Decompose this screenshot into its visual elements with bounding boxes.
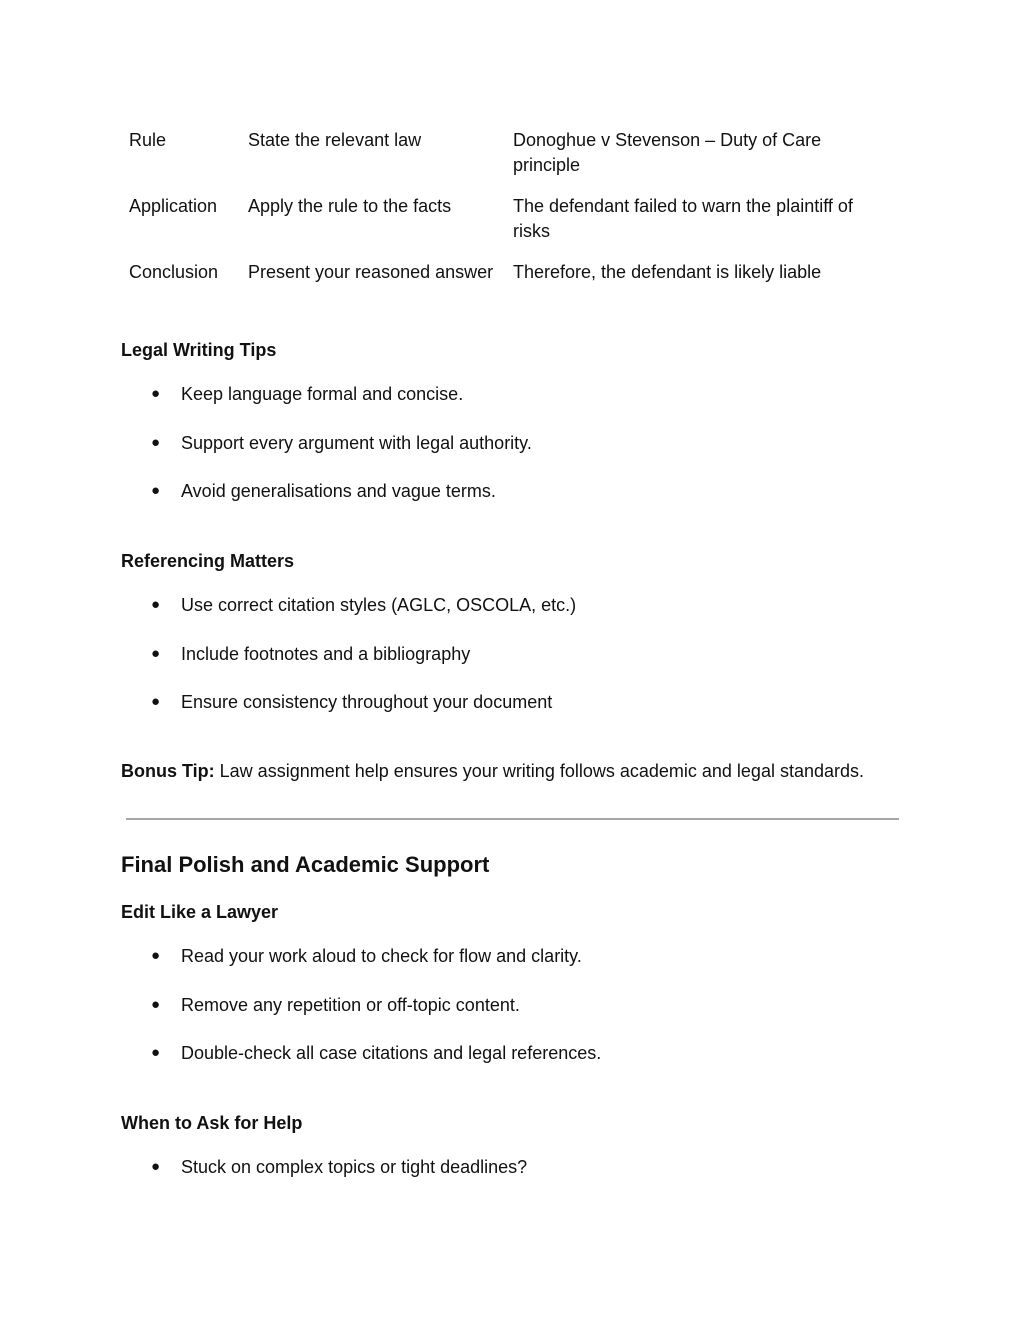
table-cell-example: Donoghue v Stevenson – Duty of Care principle: [513, 130, 822, 175]
list-item: [151, 690, 576, 714]
bullet-icon: ●: [151, 433, 161, 451]
list-item-text: Avoid generalisations and vague terms.: [181, 481, 496, 501]
referencing-matters-heading: Referencing Matters: [121, 551, 295, 571]
bullet-icon: ●: [151, 995, 161, 1013]
legal-writing-tips-heading: Legal Writing Tips: [121, 340, 277, 360]
list-item: [151, 593, 576, 617]
table-cell-stage: Rule: [129, 130, 167, 150]
bullet-icon: ●: [151, 385, 161, 402]
bullet-icon: ●: [151, 693, 161, 710]
bonus-tip-label: Bonus Tip:: [121, 761, 215, 781]
bullet-icon: ●: [151, 644, 161, 662]
list-item-text: Stuck on complex topics or tight deadlines?: [181, 1157, 528, 1177]
list-item-text: Include footnotes and a bibliography: [181, 643, 471, 664]
list-item-text: Keep language formal and concise.: [181, 384, 464, 404]
horizontal-divider: [126, 818, 899, 820]
bullet-icon: ●: [151, 1158, 161, 1175]
when-to-ask-heading: When to Ask for Help: [121, 1113, 303, 1133]
bullet-icon: ●: [151, 947, 161, 964]
referencing-matters-list: [151, 593, 576, 714]
list-item: [151, 993, 601, 1017]
table-cell-action: State the relevant law: [248, 130, 422, 150]
list-item-text: Use correct citation styles (AGLC, OSCOLA, etc.): [181, 595, 577, 615]
list-item-text: Double-check all case citations and legal references.: [181, 1043, 602, 1063]
bullet-icon: ●: [151, 1044, 161, 1061]
table-row: [129, 128, 889, 178]
bonus-tip-paragraph: [121, 759, 864, 783]
table-cell-stage: Conclusion: [129, 262, 219, 282]
list-item: [151, 1041, 601, 1065]
list-item-text: Ensure consistency throughout your document: [181, 692, 553, 712]
list-item-text: Support every argument with legal authority.: [181, 432, 532, 453]
list-item: [151, 944, 601, 968]
table-cell-example: The defendant failed to warn the plaintiff of risks: [513, 196, 853, 241]
list-item-text: Read your work aloud to check for flow and clarity.: [181, 946, 582, 966]
table-row: [129, 194, 889, 244]
list-item: [151, 479, 532, 503]
list-item: [151, 431, 532, 455]
table-cell-action: Present your reasoned answer: [248, 262, 494, 282]
bonus-tip-text: Law assignment help ensures your writing follows academic and legal standards.: [214, 761, 865, 781]
table-cell-example: Therefore, the defendant is likely liable: [513, 262, 822, 282]
table-cell-stage: Application: [129, 196, 218, 216]
table-cell-action: Apply the rule to the facts: [248, 196, 452, 216]
when-to-ask-list: [151, 1155, 527, 1179]
edit-like-lawyer-list: [151, 944, 601, 1065]
list-item: [151, 1155, 527, 1179]
irac-table: [129, 128, 889, 285]
list-item-text: Remove any repetition or off-topic content.: [181, 994, 520, 1015]
legal-writing-tips-list: [151, 382, 532, 503]
table-row: [129, 260, 889, 285]
edit-like-lawyer-heading: Edit Like a Lawyer: [121, 902, 279, 922]
bullet-icon: ●: [151, 482, 161, 499]
list-item: [151, 642, 576, 666]
bullet-icon: ●: [151, 596, 161, 613]
list-item: [151, 382, 532, 406]
final-section-title: Final Polish and Academic Support: [121, 852, 490, 877]
